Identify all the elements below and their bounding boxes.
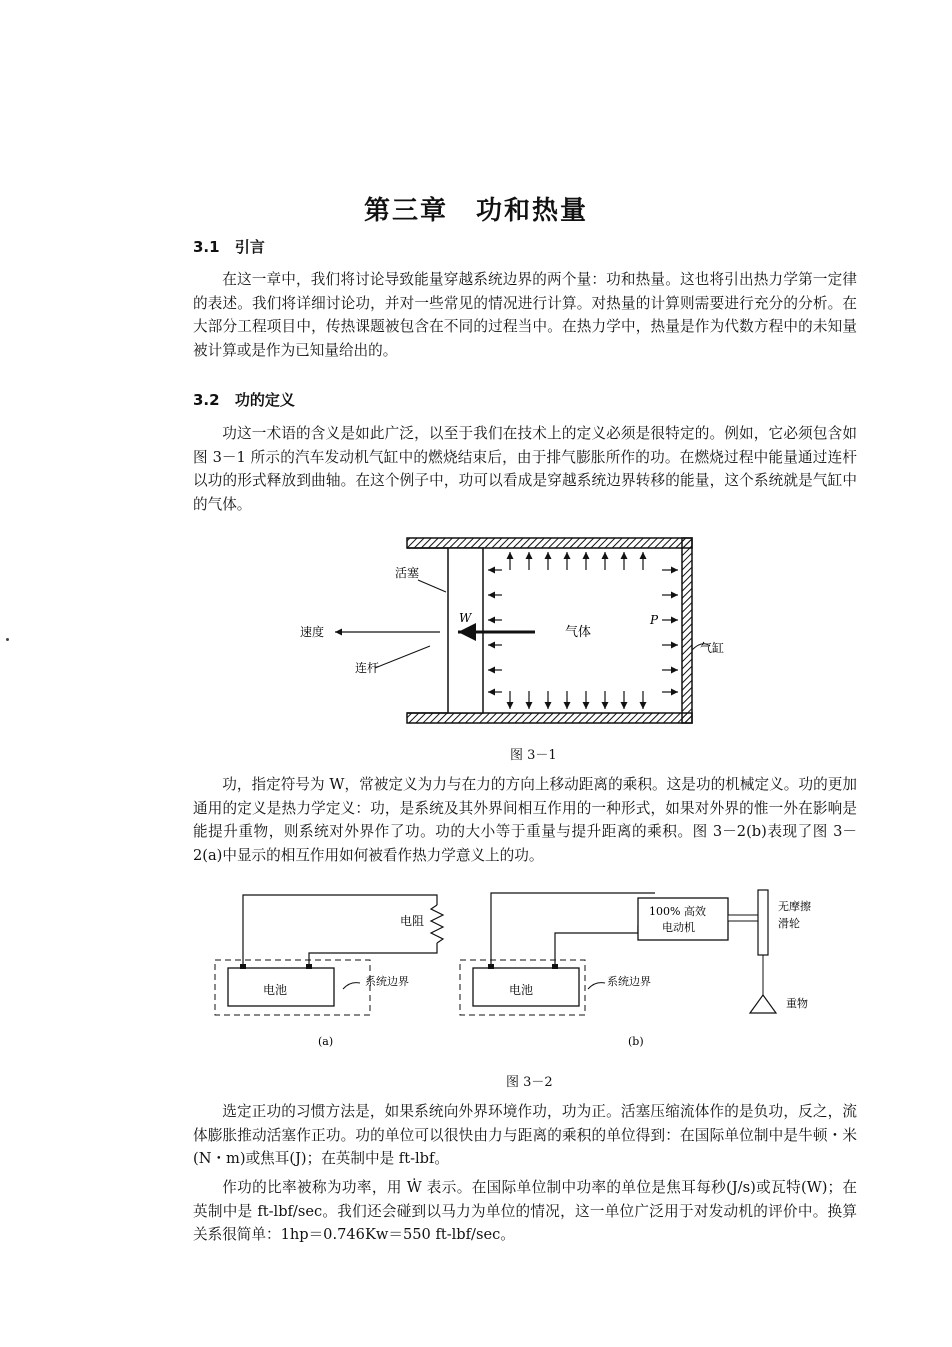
work-label: W: [459, 611, 472, 625]
figure-3-2b: [460, 890, 811, 1048]
paragraph-text: 选定正功的习惯方法是，如果系统向外界环境作功，功为正。活塞压缩流体作的是负功，反之，流体膨胀推动活塞作正功。功的单位可以很快由力与距离的乘积的单位得到：在国际单位制中是牛顿・米(N・m)或焦耳(J)；在英制中是 ft-lbf。: [193, 1103, 857, 1167]
paragraph-work-thermo: [193, 773, 857, 867]
boundary-label: 系统边界: [365, 975, 409, 988]
pressure-label: P: [650, 613, 659, 627]
resistor-label: 电阻: [400, 914, 425, 928]
section-heading-3-1: [193, 236, 265, 257]
paragraph-text: 功，指定符号为 W，常被定义为力与在力的方向上移动距离的乘积。这是功的机械定义。功的更加通用的定义是热力学定义：功，是系统及其外界间相互作用的一种形式，如果对外界的惟一外在影响是能提升重物，则系统对外界作了功。功的大小等于重量与提升距离的乘积。图 3－2(b)表现了图 3－2(a)中显示的相互作用如何被看作热力学意义上的功。: [193, 776, 857, 864]
figure-3-1-caption: 图 3－1: [510, 748, 557, 763]
paragraph-intro: [193, 268, 857, 362]
motor-label-line2: 电动机: [662, 921, 695, 934]
section-number: 3.2: [193, 391, 220, 409]
sublabel-b: (b): [628, 1035, 644, 1048]
figure-3-1-cylinder-diagram: [290, 530, 725, 770]
paragraph-text: 功这一术语的含义是如此广泛，以至于我们在技术上的定义必须是很特定的。例如，它必须包含如图 3－1 所示的汽车发动机气缸中的燃烧结束后，由于排气膨胀所作的功。在燃烧过程中能量通过连杆以功的形式释放到曲轴。在这个例子中，功可以看成是穿越系统边界转移的能量，这个系统就是气缸中的气体。: [193, 425, 857, 513]
rod-label: 连杆: [355, 661, 380, 675]
section-title: 引言: [234, 238, 265, 256]
speed-label: 速度: [300, 625, 325, 639]
battery-label: 电池: [509, 983, 534, 997]
piston-label: 活塞: [395, 566, 420, 580]
cylinder-end-wall: [682, 538, 692, 723]
chapter-title: 第三章 功和热量: [363, 196, 588, 226]
cylinder-top-wall: [407, 538, 692, 548]
figure-3-2-caption: 图 3－2: [506, 1075, 553, 1090]
paragraph-sign-convention: [193, 1100, 857, 1171]
figure-3-2a: [215, 895, 443, 1048]
weight: [750, 995, 776, 1013]
cylinder-label: 气缸: [700, 641, 725, 655]
paragraph-text: 在这一章中，我们将讨论导致能量穿越系统边界的两个量：功和热量。这也将引出热力学第一定律的表述。我们将详细讨论功，并对一些常见的情况进行计算。对热量的计算则需要进行充分的分析。在大部分工程项目中，传热课题被包含在不同的过程当中。在热力学中，热量是作为代数方程中的未知量被计算或是作为已知量给出的。: [193, 271, 857, 359]
resistor: [431, 905, 443, 943]
cylinder-bottom-wall: [407, 713, 692, 723]
paragraph-work-definition: [193, 422, 857, 516]
sublabel-a: (a): [318, 1035, 334, 1048]
section-number: 3.1: [193, 238, 220, 256]
figure-3-2-diagram: [200, 885, 840, 1055]
paragraph-text: 作功的比率被称为功率，用 Ẇ 表示。在国际单位制中功率的单位是焦耳每秒(J/s)或瓦特(W)；在英制中是 ft-lbf/sec。我们还会碰到以马力为单位的情况，这一单位广泛用于对发动机的评价中。换算关系很简单：1hp＝0.746Kw＝550 ft-lbf/sec。: [193, 1179, 857, 1243]
section-heading-3-2: [193, 389, 295, 410]
weight-label: 重物: [786, 997, 808, 1010]
pulley: [758, 890, 768, 955]
pulley-label-line1: 无摩擦: [778, 900, 811, 913]
paragraph-power: [193, 1176, 857, 1247]
motor-label-line1: 100% 高效: [649, 905, 706, 918]
pulley-label-line2: 滑轮: [778, 917, 800, 930]
section-title: 功的定义: [234, 391, 295, 409]
margin-speck: [6, 638, 9, 641]
battery-label: 电池: [263, 983, 288, 997]
gas-label: 气体: [565, 625, 592, 640]
boundary-label: 系统边界: [607, 975, 651, 988]
